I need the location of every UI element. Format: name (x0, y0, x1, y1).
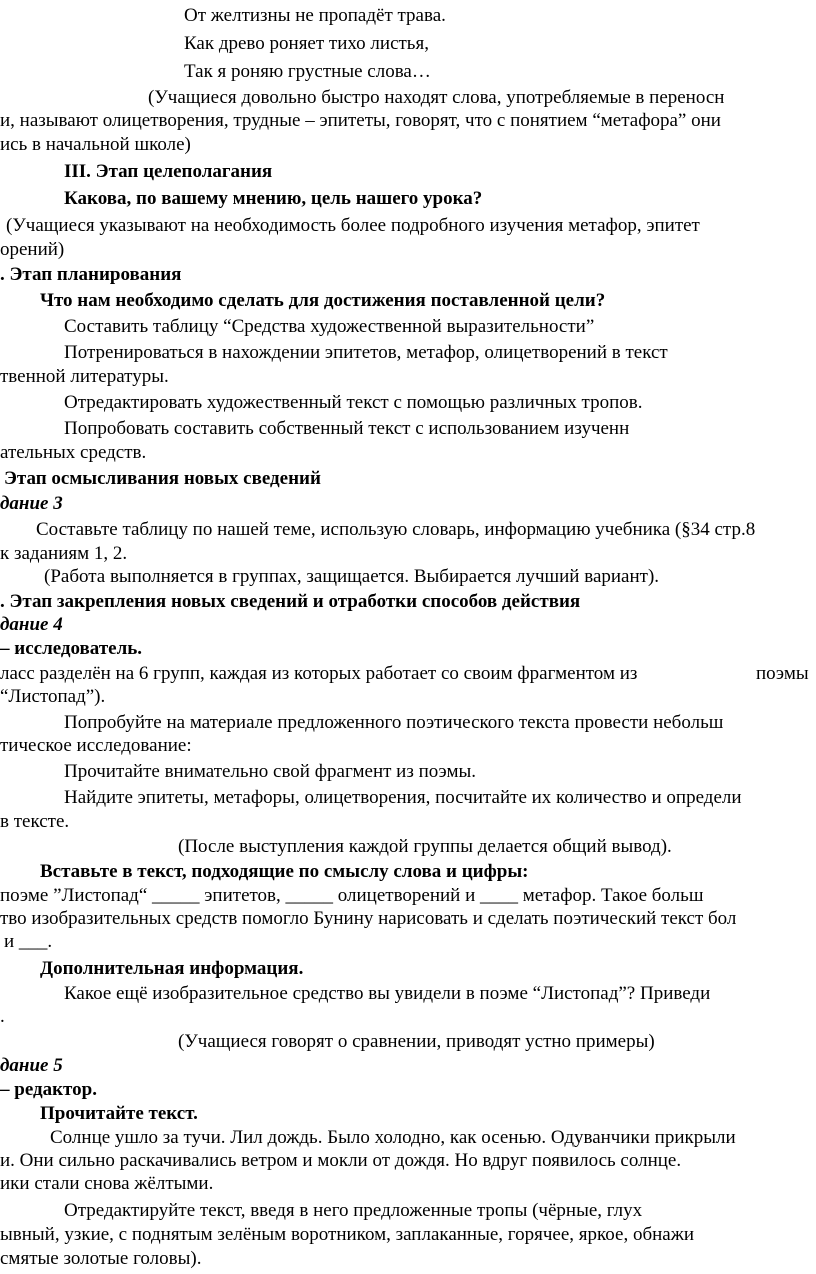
plan-item: Потренироваться в нахождении эпитетов, метафор, олицетворений в текст (64, 342, 668, 363)
paragraph-line: смятые золотые головы). (0, 1248, 202, 1269)
paragraph-line: . (0, 1006, 5, 1027)
paragraph-line: ывный, узкие, с поднятым зелёным воротником, заплаканные, горячее, яркое, обнажи (0, 1224, 695, 1245)
note-line: (Учащиеся говорят о сравнении, приводят устно примеры) (178, 1031, 655, 1052)
section-heading: . Этап закрепления новых сведений и отработки способов действия (0, 591, 581, 612)
task-label: дание 5 (0, 1055, 63, 1076)
plan-item: Попробовать составить собственный текст с использованием изученн (64, 418, 630, 439)
paragraph-line: и. Они сильно раскачивались ветром и мокли от дождя. Но вдруг появилось солнце. (0, 1150, 682, 1171)
paragraph-line: ласс разделён на 6 групп, каждая из которых работает со своим фрагментом из (0, 663, 638, 684)
plan-item: Отредактировать художественный текст с помощью различных тропов. (64, 392, 643, 413)
paragraph-line: Попробуйте на материале предложенного поэтического текста провести небольш (64, 712, 724, 733)
poem-line: От желтизны не пропадёт трава. (184, 5, 446, 26)
poem-line: Как древо роняет тихо листья, (184, 33, 429, 54)
extra-heading: Дополнительная информация. (40, 958, 304, 979)
plan-item: ательных средств. (0, 442, 147, 463)
section-heading: . Этап планирования (0, 264, 182, 285)
paragraph-line: поэмы (756, 663, 809, 684)
fill-in-line: и ___. (4, 931, 53, 952)
section-heading: III. Этап целеполагания (64, 161, 273, 182)
paragraph-line: и, называют олицетворения, трудные – эпитеты, говорят, что с понятием “метафора” они (0, 110, 721, 131)
paragraph-line: Какое ещё изобразительное средство вы увидели в поэме “Листопад”? Приведи (64, 983, 711, 1004)
task-label: дание 4 (0, 614, 63, 635)
paragraph-line: Отредактируйте текст, введя в него предложенные тропы (чёрные, глух (64, 1200, 643, 1221)
paragraph-line: ики стали снова жёлтыми. (0, 1173, 214, 1194)
task-role: – исследователь. (0, 638, 143, 659)
plan-item: Составить таблицу “Средства художественной выразительности” (64, 316, 595, 337)
paragraph-line: в тексте. (0, 811, 70, 832)
note-line: (Работа выполняется в группах, защищается. Выбирается лучший вариант). (44, 566, 660, 587)
paragraph-line: (Учащиеся довольно быстро находят слова, употребляемые в переносн (148, 87, 725, 108)
paragraph-line: (Учащиеся указывают на необходимость более подробного изучения метафор, эпитет (6, 215, 700, 236)
paragraph-line: Прочитайте внимательно свой фрагмент из поэмы. (64, 761, 477, 782)
question-line: Что нам необходимо сделать для достижения поставленной цели? (40, 290, 606, 311)
paragraph-line: Найдите эпитеты, метафоры, олицетворения, посчитайте их количество и определи (64, 787, 742, 808)
section-heading: Этап осмысливания новых сведений (4, 468, 321, 489)
insert-heading: Вставьте в текст, подходящие по смыслу слова и цифры: (40, 861, 529, 882)
paragraph-line: орений) (0, 239, 65, 260)
poem-line: Так я роняю грустные слова… (184, 61, 431, 82)
task-role: – редактор. (0, 1079, 97, 1100)
fill-in-line: поэме ”Листопад“ _____ эпитетов, _____ олицетворений и ____ метафор. Такое больш (0, 885, 704, 906)
paragraph-line: Солнце ушло за тучи. Лил дождь. Было холодно, как осенью. Одуванчики прикрыли (50, 1127, 736, 1148)
task-label: дание 3 (0, 493, 63, 514)
paragraph-line: тическое исследование: (0, 735, 192, 756)
paragraph-line: Составьте таблицу по нашей теме, использую словарь, информацию учебника (§34 стр.8 (36, 519, 756, 540)
fill-in-line: тво изобразительных средств помогло Бунину нарисовать и сделать поэтический текст бол (0, 908, 737, 929)
note-line: (После выступления каждой группы делается общий вывод). (178, 836, 672, 857)
question-line: Какова, по вашему мнению, цель нашего урока? (64, 188, 483, 209)
paragraph-line: к заданиям 1, 2. (0, 543, 128, 564)
paragraph-line: ись в начальной школе) (0, 134, 191, 155)
task-heading: Прочитайте текст. (40, 1103, 198, 1124)
paragraph-line: “Листопад”). (0, 686, 106, 707)
plan-item: твенной литературы. (0, 366, 169, 387)
